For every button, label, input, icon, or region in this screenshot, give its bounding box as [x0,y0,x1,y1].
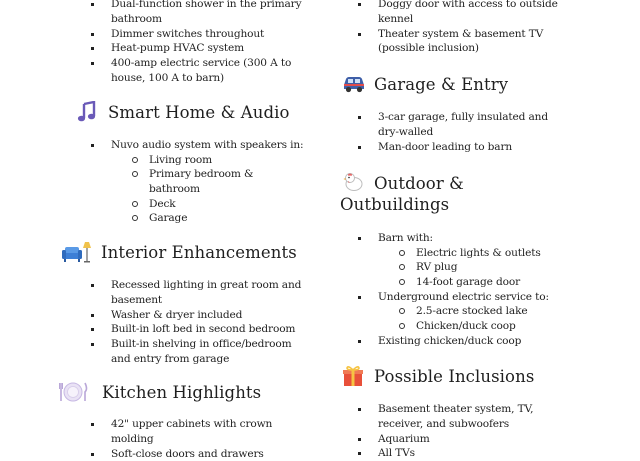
smart-home-list [111,138,311,226]
list-item: Basement theater system, TV, receiver, and subwoofers [378,402,558,432]
kitchen-list [111,417,301,461]
sub-list [416,246,578,290]
sub-list-item: 2.5-acre stocked lake [416,304,578,319]
section-title-line: Outbuildings [340,195,450,214]
sub-list-item: Garage [149,211,311,226]
section-heading-smart-home [76,101,290,123]
list-item: Built-in loft bed in second bedroom [111,322,303,337]
sub-list-item: 14-foot garage door [416,275,578,290]
section-title: Interior Enhancements [101,242,297,262]
list-item: 3-car garage, fully insulated and dry-walled [378,110,558,140]
sub-list-item: Primary bedroom & bathroom [149,167,259,196]
car-icon [342,73,366,95]
couch-lamp-icon [61,241,93,263]
list-item [378,290,578,334]
sub-list-item: RV plug [416,260,578,275]
list-item: Man-door leading to barn [378,140,558,155]
list-item: Recessed lighting in great room and basement [111,279,302,306]
features-list-continued [378,0,568,56]
list-item-label: Underground electric service to: [378,290,549,303]
outdoor-list [378,231,578,348]
gift-icon [342,365,366,387]
sub-list [416,304,578,333]
sub-list-item: Chicken/duck coop [416,319,578,334]
list-item [378,231,578,290]
list-item: Heat-pump HVAC system [111,41,311,56]
section-title: Kitchen Highlights [102,382,262,402]
music-note-icon [76,101,100,123]
features-list-continued [111,0,311,86]
list-item: 400-amp electric service (300 A to house, 100 A to barn) [111,56,311,86]
sub-list-item: Electric lights & outlets [416,246,578,261]
sub-list-item: Deck [149,197,311,212]
section-title: Garage & Entry [374,74,509,94]
list-item [111,138,311,226]
section-title-line [340,171,500,194]
list-item: Built-in shelving in office/bedroom and entry from garage [111,337,303,367]
chicken-icon [342,171,366,193]
list-item-label: Nuvo audio system with speakers in: [111,139,304,151]
list-item: Dimmer switches throughout [111,27,311,42]
section-title: Possible Inclusions [374,366,535,386]
list-item: All TVs [378,446,558,461]
list-item: Aquarium [378,432,558,447]
inclusions-list [378,402,558,461]
section-title: Smart Home & Audio [108,102,290,122]
sub-list [149,153,311,226]
list-item: Existing chicken/duck coop [378,334,578,349]
section-heading-inclusions [342,365,534,387]
section-heading-kitchen [58,381,261,403]
list-item: Dual-function shower in the primary bathroom [111,0,311,27]
garage-list [378,110,558,154]
sub-list-item: Living room [149,153,311,168]
section-heading-outdoor [340,171,500,215]
list-item: Theater system & basement TV (possible inclusion) [378,27,568,57]
list-item: Washer & dryer included [111,308,303,323]
interior-list [111,278,303,367]
list-item-label: Barn with: [378,232,433,244]
list-item: 42" upper cabinets with crown molding [111,417,301,447]
section-heading-garage [342,73,508,95]
section-heading-interior [61,241,297,263]
plate-cutlery-icon [58,381,92,403]
list-item: Soft-close doors and drawers [111,447,301,461]
section-title: Outdoor & [374,174,464,193]
list-item: Doggy door with access to outside kennel [378,0,568,27]
